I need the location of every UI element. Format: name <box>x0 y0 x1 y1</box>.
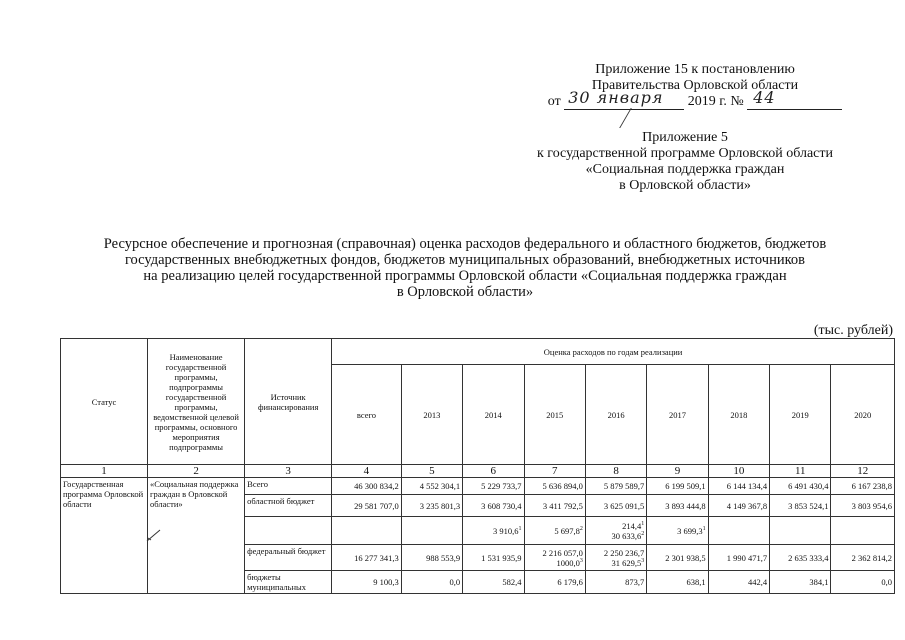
value-cell <box>647 571 708 594</box>
title-line-3: на реализацию целей государственной программы Орловской области «Социальная поддержка граждан <box>143 268 787 284</box>
value-cell <box>332 571 402 594</box>
value-text: 1 990 471,7 <box>726 552 768 563</box>
header-estimate: Оценка расходов по годам реализации <box>332 339 895 365</box>
value-text: 214,4 <box>622 520 642 531</box>
column-index-cell: 12 <box>831 465 895 478</box>
value-cell <box>708 478 769 495</box>
value-cell <box>585 545 646 571</box>
header-year-2014: 2014 <box>463 365 524 465</box>
date-suffix: 2019 г. № <box>687 94 744 109</box>
footnote-marker: 2 <box>579 525 583 532</box>
footnote-marker: 3 <box>641 557 645 564</box>
value-cell <box>332 545 402 571</box>
value-text: 988 553,9 <box>426 552 461 563</box>
appendix-15-header <box>540 62 850 110</box>
value-cell <box>770 545 831 571</box>
value-cell <box>831 571 895 594</box>
value-cell <box>831 495 895 517</box>
funding-source-cell: федеральный бюджет <box>245 545 332 571</box>
value-text: 2 362 814,2 <box>851 552 892 563</box>
column-index-cell: 11 <box>770 465 831 478</box>
value-text: 3 699,3 <box>677 525 703 536</box>
value-text: 2 301 938,5 <box>665 552 706 563</box>
status-cell: Государственная программа Орловской области <box>61 478 148 594</box>
header-funding-source: Источник финансирования <box>245 339 332 465</box>
header-year-total: всего <box>332 365 402 465</box>
value-text: 16 277 341,3 <box>354 552 399 563</box>
value-cell <box>463 478 524 495</box>
column-index-cell: 8 <box>585 465 646 478</box>
value-cell <box>708 495 769 517</box>
value-cell <box>708 571 769 594</box>
value-cell <box>524 495 585 517</box>
header-program-name: Наименование государственной программы, подпрограммы государственной программы, ведомственной целевой программы, основного мероприятия подпрограммы <box>147 339 244 465</box>
date-field <box>564 88 684 110</box>
value-text: 442,4 <box>747 577 768 587</box>
value-text: 384,1 <box>809 577 829 587</box>
value-text: 4 149 367,8 <box>726 500 768 511</box>
header-year-2013: 2013 <box>401 365 462 465</box>
units-label: (тыс. рублей) <box>813 323 893 338</box>
title-line-2: государственных внебюджетных фондов, бюджетов муниципальных образований, внебюджетных источников <box>124 252 806 268</box>
document-title <box>60 236 870 300</box>
appendix5-line-4: в Орловской области» <box>619 178 751 193</box>
value-cell <box>770 571 831 594</box>
footnote-marker: 1 <box>641 520 645 527</box>
value-text: 3 803 954,6 <box>851 500 892 511</box>
value-cell <box>463 517 524 545</box>
value-text: 3 625 091,5 <box>603 500 645 511</box>
handwritten-date: 30 января <box>568 88 664 107</box>
value-cell <box>647 545 708 571</box>
header-status: Статус <box>61 339 148 465</box>
value-cell <box>585 478 646 495</box>
table-row <box>61 478 895 495</box>
appendix5-line-1: Приложение 5 <box>642 130 728 145</box>
value-cell <box>647 517 708 545</box>
value-cell <box>647 495 708 517</box>
value-text: 6 199 509,1 <box>665 481 706 491</box>
value-text: 4 552 304,1 <box>419 481 461 491</box>
value-cell <box>647 478 708 495</box>
value-cell <box>831 545 895 571</box>
value-cell <box>401 495 462 517</box>
value-text-secondary: 31 629,5 <box>611 557 642 568</box>
column-index-cell: 4 <box>332 465 402 478</box>
value-cell <box>585 495 646 517</box>
value-cell <box>708 517 769 545</box>
value-cell <box>831 517 895 545</box>
value-cell <box>332 478 402 495</box>
funding-source-cell: Всего <box>245 478 332 495</box>
value-text: 873,7 <box>625 577 645 587</box>
date-prefix: от <box>547 94 561 109</box>
footnote-marker: 1 <box>702 525 706 532</box>
date-line <box>540 88 850 110</box>
header-year-2019: 2019 <box>770 365 831 465</box>
value-text-secondary: 30 633,6 <box>611 530 642 541</box>
financing-table <box>60 338 895 594</box>
value-text: 6 491 430,4 <box>788 481 829 491</box>
header-year-2018: 2018 <box>708 365 769 465</box>
value-text: 29 581 707,0 <box>354 500 399 511</box>
value-text: 2 250 236,7 <box>603 547 645 558</box>
value-cell <box>463 495 524 517</box>
funding-source-cell <box>245 517 332 545</box>
appendix5-line-2: к государственной программе Орловской области <box>537 146 833 161</box>
column-index-cell: 5 <box>401 465 462 478</box>
column-index-cell: 6 <box>463 465 524 478</box>
column-index-cell: 7 <box>524 465 585 478</box>
footnote-marker: 3 <box>579 557 583 564</box>
handwritten-mark-icon <box>146 528 162 542</box>
appendix-line-2: Правительства Орловской области <box>591 78 799 93</box>
value-cell <box>524 571 585 594</box>
column-index-cell: 10 <box>708 465 769 478</box>
value-text: 2 635 333,4 <box>788 552 829 563</box>
value-cell <box>332 495 402 517</box>
value-text: 582,4 <box>502 577 522 587</box>
title-line-1: Ресурсное обеспечение и прогнозная (справочная) оценка расходов федерального и областного бюджетов, бюджетов <box>103 236 827 252</box>
value-cell <box>831 478 895 495</box>
value-text: 3 853 524,1 <box>788 500 829 511</box>
value-text: 3 608 730,4 <box>481 500 522 511</box>
header-year-2017: 2017 <box>647 365 708 465</box>
value-text: 0,0 <box>881 577 892 587</box>
value-text: 5 229 733,7 <box>481 481 522 491</box>
value-text: 2 216 057,0 <box>542 547 583 558</box>
column-index-cell: 3 <box>245 465 332 478</box>
header-year-2015: 2015 <box>524 365 585 465</box>
value-text: 3 411 792,5 <box>542 500 583 511</box>
value-cell <box>524 517 585 545</box>
value-cell <box>463 545 524 571</box>
value-text: 5 879 589,7 <box>603 481 645 491</box>
value-text: 5 697,8 <box>554 525 580 536</box>
value-text: 9 100,3 <box>373 577 399 587</box>
value-cell <box>463 571 524 594</box>
number-field <box>747 88 842 110</box>
value-text: 6 179,6 <box>557 577 583 587</box>
program-name-cell: «Социальная поддержка граждан в Орловской области» <box>147 478 244 594</box>
value-cell <box>524 478 585 495</box>
title-line-4: в Орловской области» <box>396 284 534 300</box>
header-year-2020: 2020 <box>831 365 895 465</box>
value-text: 0,0 <box>449 577 461 587</box>
value-text: 3 910,6 <box>493 525 519 536</box>
appendix5-line-3: «Социальная поддержка граждан <box>585 162 785 177</box>
signature-mark-icon <box>619 108 646 128</box>
value-text-secondary: 1000,0 <box>556 557 580 568</box>
value-text: 3 893 444,8 <box>665 500 706 511</box>
value-cell <box>585 517 646 545</box>
value-text: 638,1 <box>686 577 706 587</box>
handwritten-number: 44 <box>753 88 776 107</box>
footnote-marker: 2 <box>641 530 645 537</box>
value-cell <box>524 545 585 571</box>
appendix-5-header <box>515 130 855 194</box>
value-text: 5 636 894,0 <box>542 481 583 491</box>
column-index-cell: 9 <box>647 465 708 478</box>
value-cell <box>401 517 462 545</box>
value-text: 6 144 134,4 <box>726 481 768 491</box>
funding-source-cell: областной бюджет <box>245 495 332 517</box>
column-index-row <box>61 465 895 478</box>
value-cell <box>770 478 831 495</box>
value-cell <box>585 571 646 594</box>
value-cell <box>708 545 769 571</box>
value-text: 1 531 935,9 <box>481 552 522 563</box>
footnote-marker: 1 <box>518 525 522 532</box>
funding-source-cell: бюджеты муниципальных <box>245 571 332 594</box>
appendix-line-1: Приложение 15 к постановлению <box>595 62 795 77</box>
value-text: 3 235 801,3 <box>419 500 461 511</box>
value-cell <box>332 517 402 545</box>
value-cell <box>401 545 462 571</box>
header-year-2016: 2016 <box>585 365 646 465</box>
value-cell <box>770 495 831 517</box>
column-index-cell: 2 <box>147 465 244 478</box>
value-text: 46 300 834,2 <box>354 481 399 491</box>
value-cell <box>401 478 462 495</box>
value-cell <box>401 571 462 594</box>
column-index-cell: 1 <box>61 465 148 478</box>
value-cell <box>770 517 831 545</box>
value-text: 6 167 238,8 <box>851 481 892 491</box>
